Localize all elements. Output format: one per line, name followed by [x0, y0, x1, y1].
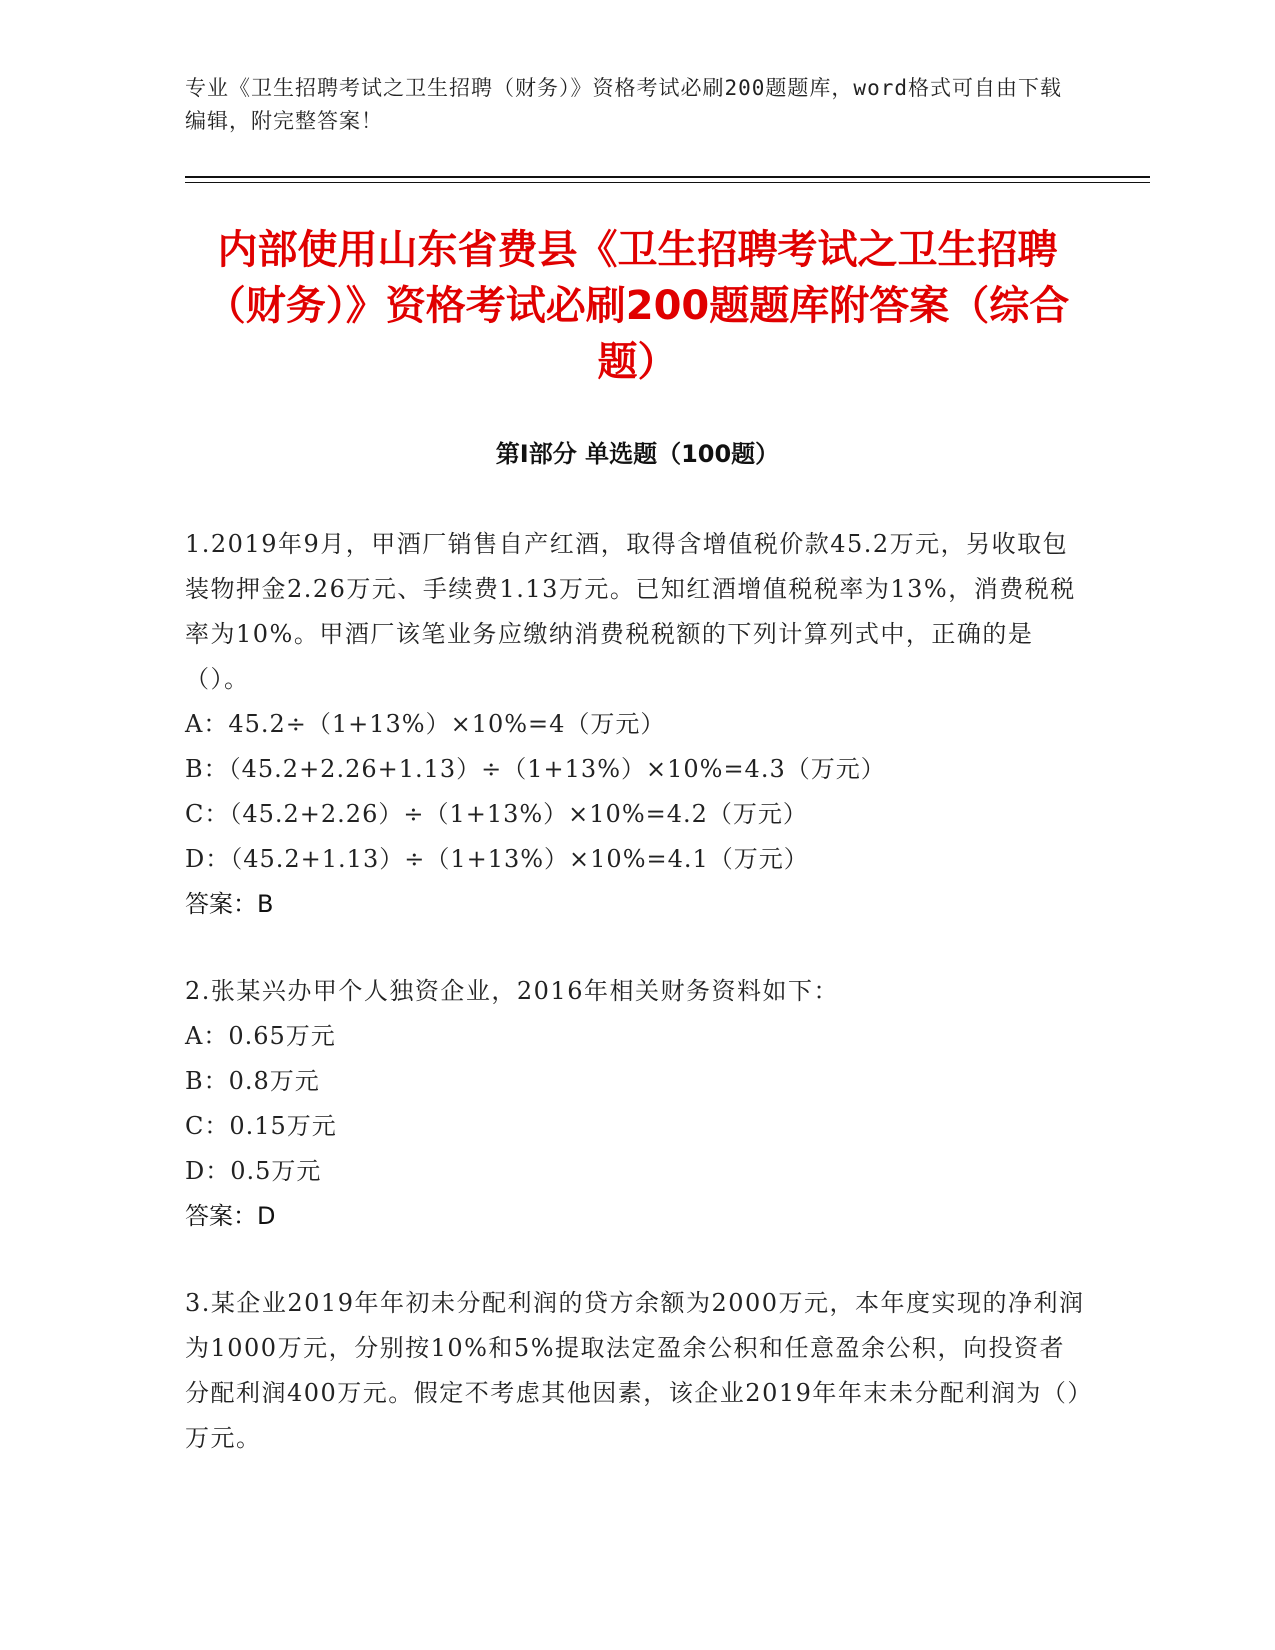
option-a: A：45.2÷（1+13%）×10%=4（万元） [185, 710, 666, 738]
option-d: D：0.5万元 [185, 1157, 322, 1185]
option-b: B：（45.2+2.26+1.13）÷（1+13%）×10%=4.3（万元） [185, 755, 886, 783]
header-rule-thin [185, 182, 1150, 183]
question-3 [185, 1281, 1085, 1461]
header-note: 专业《卫生招聘考试之卫生招聘（财务）》资格考试必刷200题题库，word格式可自由下载编辑，附完整答案！ [185, 76, 1062, 133]
option-d: D：（45.2+1.13）÷（1+13%）×10%=4.1（万元） [185, 845, 809, 873]
question-2 [185, 969, 1085, 1239]
option-c: C：0.15万元 [185, 1112, 337, 1140]
question-stem: 3.某企业2019年年初未分配利润的贷方余额为2000万元，本年度实现的净利润为1000万元，分别按10%和5%提取法定盈余公积和任意盈余公积，向投资者分配利润400万元。假定不考虑其他因素，该企业2019年年末未分配利润为（）万元。 [185, 1289, 1085, 1452]
answer-text: 答案：D [185, 1202, 276, 1230]
question-1 [185, 522, 1085, 927]
question-list [185, 522, 1085, 1503]
section-heading: 第Ⅰ部分 单选题（100题） [495, 440, 780, 468]
question-stem: 1.2019年9月，甲酒厂销售自产红酒，取得含增值税价款45.2万元，另收取包装物押金2.26万元、手续费1.13万元。已知红酒增值税税率为13%，消费税税率为10%。甲酒厂该笔业务应缴纳消费税税额的下列计算列式中，正确的是（）。 [185, 530, 1076, 693]
header-rule-thick [185, 176, 1150, 178]
answer-text: 答案：B [185, 890, 274, 918]
question-stem: 2.张某兴办甲个人独资企业，2016年相关财务资料如下： [185, 977, 839, 1005]
option-a: A：0.65万元 [185, 1022, 336, 1050]
option-b: B：0.8万元 [185, 1067, 320, 1095]
document-title: 内部使用山东省费县《卫生招聘考试之卫生招聘（财务）》资格考试必刷200题题库附答案（综合题） [205, 227, 1070, 385]
option-c: C：（45.2+2.26）÷（1+13%）×10%=4.2（万元） [185, 800, 808, 828]
